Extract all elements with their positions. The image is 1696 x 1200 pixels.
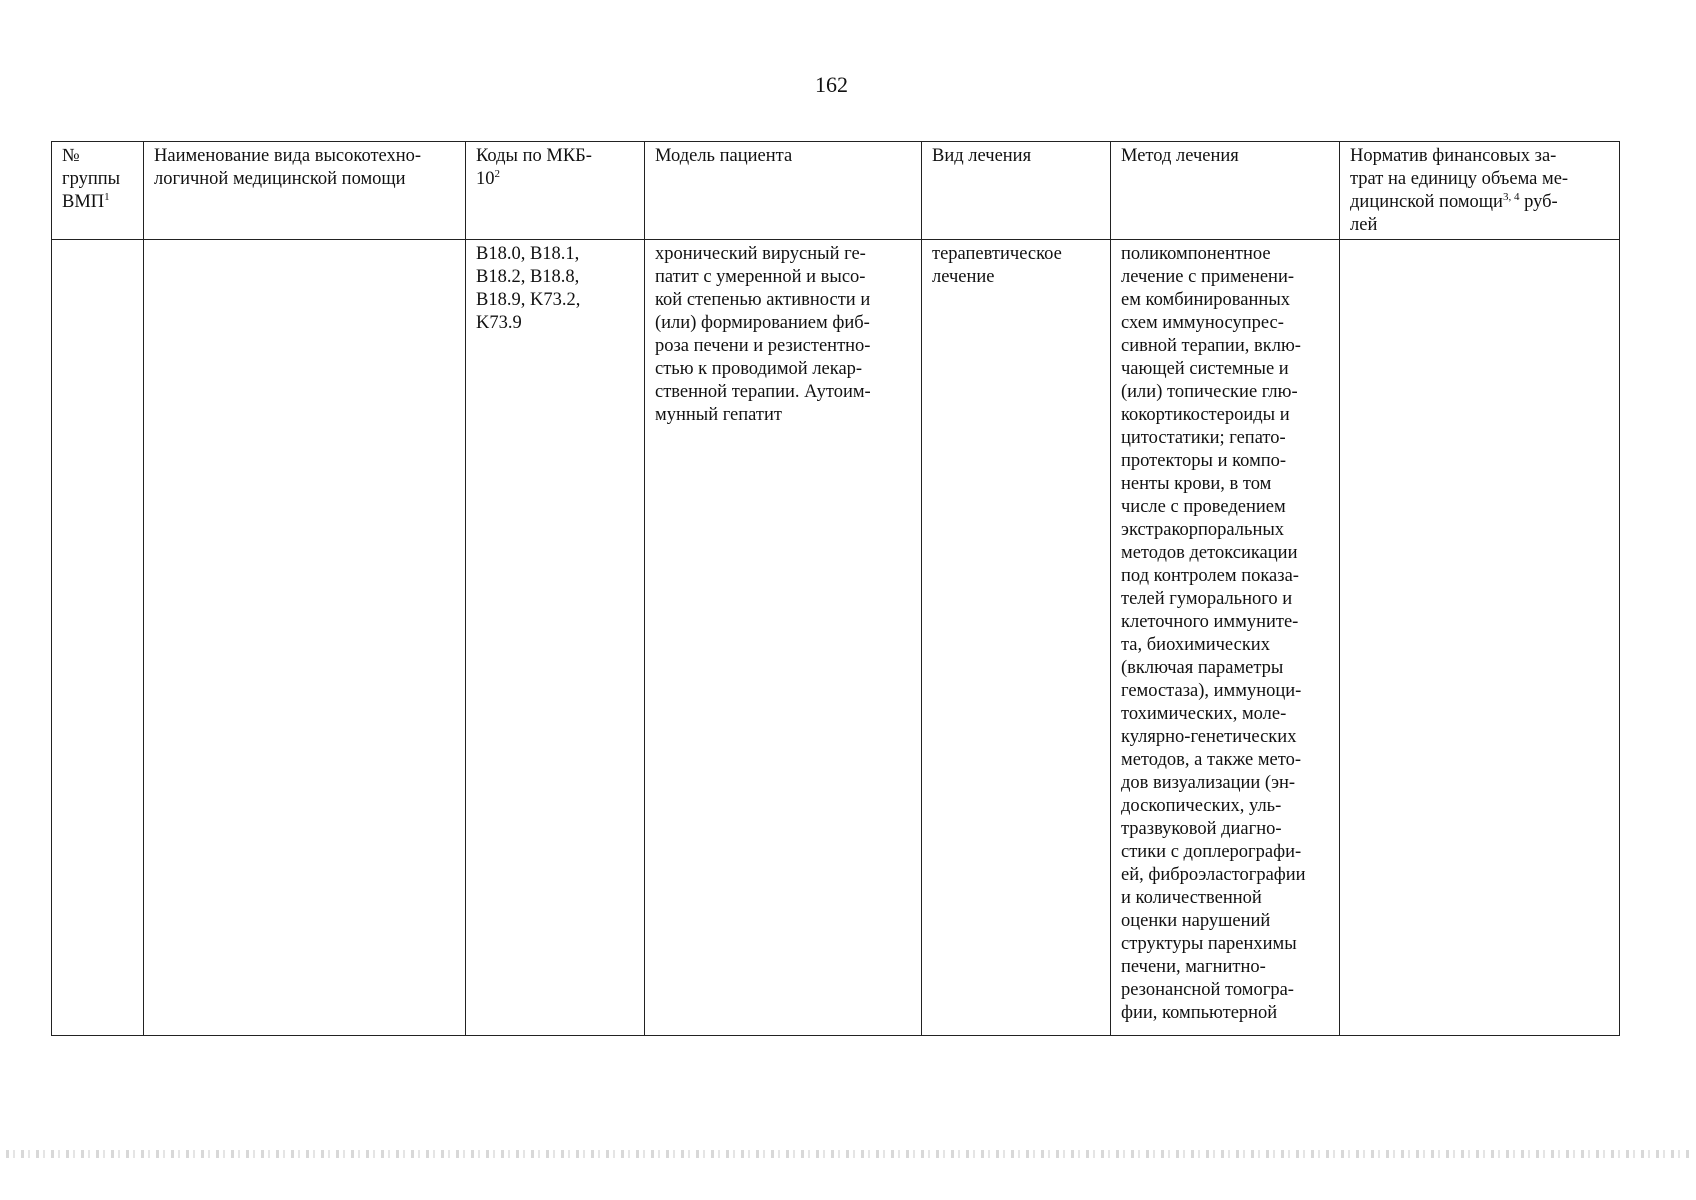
header-group-no: № группы ВМП$^1$	[52, 142, 144, 240]
cell-treatment-type: терапевтическое лечение	[922, 240, 1111, 1036]
header-care-type-name: Наименование вида высокотехно- логичной медицинской помощи	[144, 142, 466, 240]
cell-icd-codes: B18.0, B18.1, B18.2, B18.8, B18.9, K73.2, K73.9	[466, 240, 645, 1036]
cell-cost-standard	[1340, 240, 1620, 1036]
cell-treatment-method: поликомпонентное лечение с применени- ем комбинированных схем иммуносупрес- сивной терапии, вклю- чающей системные и (или) топические глю- кокортикостероиды и цитостатики; гепато- протекторы и компо- ненты крови, в том числе с проведением экстракорпоральных методов детоксикации под контролем показа- телей гуморального и клеточного иммуните- та, биохимических (включая параметры гемостаза), иммуноци- тохимических, моле- кулярно-генетических методов, а также мето- дов визуализации (эн- доскопических, уль- тразвуковой диагно- стики с доплерографи- ей, фиброэластографии и количественной оценки нарушений структуры паренхимы печени, магнитно- резонансной томогра- фии, компьютерной	[1111, 240, 1340, 1036]
cell-patient-model: хронический вирусный ге- патит с умеренной и высо- кой степенью активности и (или) формированием фиб- роза печени и резистентно- стью к проводимой лекар- ственной терапии. Аутоим- мунный гепатит	[645, 240, 922, 1036]
page-number: 162	[815, 72, 848, 97]
header-row	[52, 142, 1620, 240]
header-treatment-type: Вид лечения	[922, 142, 1111, 240]
vmp-table	[51, 141, 1620, 1036]
cell-group-no	[52, 240, 144, 1036]
table-row	[52, 240, 1620, 1036]
cell-care-type-name	[144, 240, 466, 1036]
header-patient-model: Модель пациента	[645, 142, 922, 240]
header-treatment-method: Метод лечения	[1111, 142, 1340, 240]
header-icd-codes: Коды по МКБ- $10^2$	[466, 142, 645, 240]
scan-noise-strip	[6, 1150, 1690, 1158]
header-cost-standard: Норматив финансовых за- трат на единицу объема ме- дицинской помощи$^{3, 4}$ руб- лей	[1340, 142, 1620, 240]
